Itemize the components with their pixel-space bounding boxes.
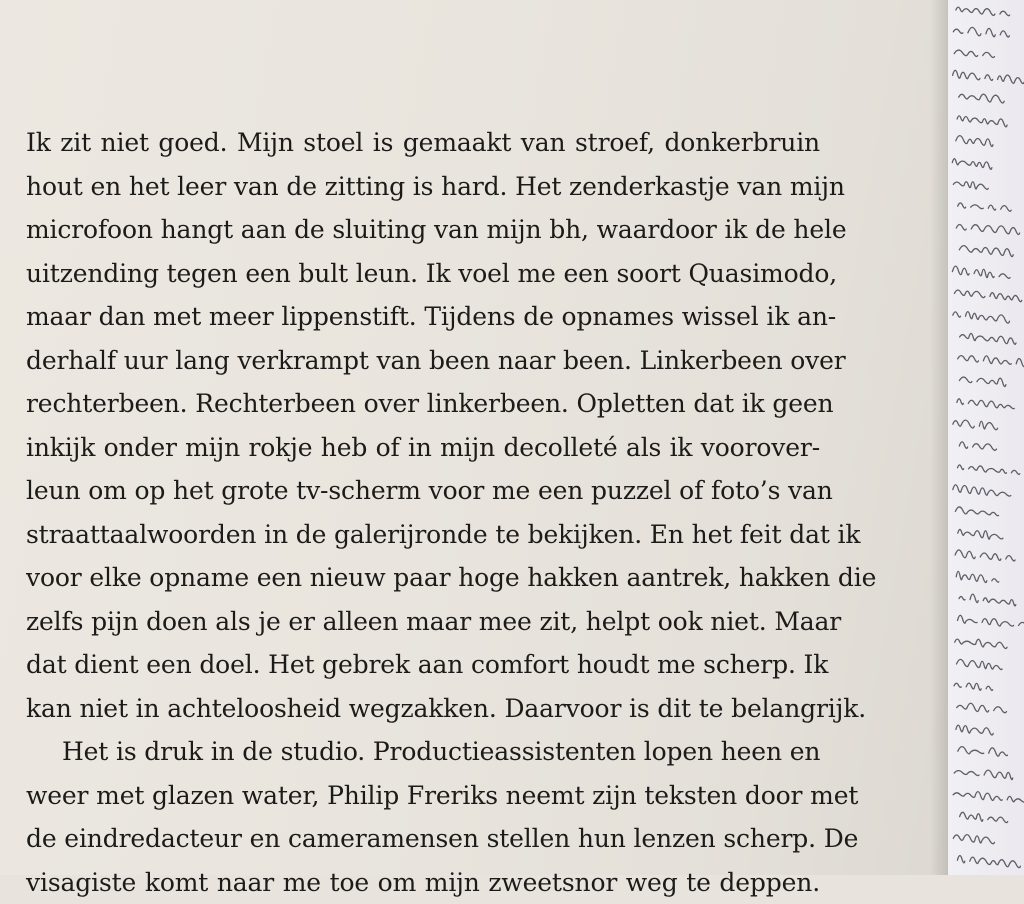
handwriting-stroke	[954, 290, 1021, 302]
handwriting-strokes	[952, 7, 1024, 868]
text-line: microfoon hangt aan de sluiting van mijn bh, waardoor ik de hele	[26, 208, 820, 252]
handwriting-stroke	[957, 116, 1007, 127]
handwriting-scribbles	[948, 0, 1024, 875]
text-line: weer met glazen water, Philip Freriks neemt zijn teksten door met	[26, 774, 820, 818]
text-line: rechterbeen. Rechterbeen over linkerbeen. Opletten dat ik geen	[26, 382, 820, 426]
handwriting-stroke	[952, 266, 1010, 278]
handwriting-stroke	[956, 136, 998, 147]
text-line: voor elke opname een nieuw paar hoge hakken aantrek, hakken die	[26, 556, 820, 600]
text-line: leun om op het grote tv-scherm voor me een puzzel of foto’s van	[26, 469, 820, 513]
handwriting-stroke	[959, 442, 1001, 450]
body-text	[26, 121, 820, 904]
handwriting-stroke	[954, 50, 994, 57]
handwriting-stroke	[960, 812, 1008, 822]
handwriting-stroke	[957, 856, 1024, 868]
text-line: uitzending tegen een bult leun. Ik voel me een soort Quasimodo,	[26, 252, 820, 296]
handwriting-stroke	[959, 246, 1013, 257]
text-line: Ik zit niet goed. Mijn stoel is gemaakt van stroef, donkerbruin	[26, 121, 820, 165]
handwriting-stroke	[959, 377, 1006, 387]
handwriting-stroke	[958, 465, 1020, 474]
handwriting-stroke	[954, 683, 998, 690]
handwriting-stroke	[956, 725, 993, 735]
handwriting-stroke	[957, 659, 1003, 669]
handwriting-stroke	[957, 703, 1007, 713]
handwriting-stroke	[958, 356, 1024, 367]
handwriting-stroke	[953, 182, 988, 190]
text-line: kan niet in achteloosheid wegzakken. Daarvoor is dit te belangrijk.	[26, 687, 820, 731]
handwriting-stroke	[953, 70, 1024, 83]
handwriting-stroke	[954, 770, 1018, 779]
handwriting-stroke	[958, 203, 1012, 211]
text-line: derhalf uur lang verkrampt van been naar been. Linkerbeen over	[26, 339, 820, 383]
handwriting-stroke	[952, 159, 997, 170]
handwriting-stroke	[955, 639, 1007, 648]
text-line: visagiste komt naar me toe om mijn zweetsnor weg te deppen.	[26, 861, 820, 904]
handwriting-stroke	[953, 420, 998, 430]
text-line: dat dient een doel. Het gebrek aan comfort houdt me scherp. Ik	[26, 643, 820, 687]
handwritten-side-page	[948, 0, 1024, 875]
handwriting-stroke	[960, 333, 1021, 344]
handwriting-stroke	[956, 225, 1019, 235]
text-line: straattaalwoorden in de galerijronde te bekijken. En het feit dat ik	[26, 513, 820, 557]
handwriting-stroke	[959, 94, 1005, 103]
handwriting-stroke	[953, 485, 1011, 496]
text-line: maar dan met meer lippenstift. Tijdens de opnames wissel ik an-	[26, 295, 820, 339]
handwriting-stroke	[955, 507, 998, 516]
text-line: hout en het leer van de zitting is hard. Het zenderkastje van mijn	[26, 165, 820, 209]
handwriting-stroke	[959, 594, 1016, 606]
text-line: Het is druk in de studio. Productieassistenten lopen heen en	[26, 730, 820, 774]
handwriting-stroke	[958, 529, 1003, 539]
handwriting-stroke	[956, 571, 999, 582]
handwriting-stroke	[958, 747, 1008, 757]
handwriting-stroke	[953, 312, 1010, 323]
handwriting-stroke	[956, 7, 1010, 16]
handwriting-stroke	[955, 550, 1020, 561]
text-line: zelfs pijn doen als je er alleen maar mee zit, helpt ook niet. Maar	[26, 600, 820, 644]
text-line: de eindredacteur en cameramensen stellen hun lenzen scherp. De	[26, 817, 820, 861]
handwriting-stroke	[953, 792, 1024, 802]
text-line: inkijk onder mijn rokje heb of in mijn decolleté als ik voorover-	[26, 426, 820, 470]
handwriting-stroke	[953, 835, 994, 844]
page-gutter-shadow	[930, 0, 948, 875]
handwriting-stroke	[958, 615, 1024, 627]
handwriting-stroke	[957, 399, 1014, 409]
handwriting-stroke	[953, 27, 1009, 37]
